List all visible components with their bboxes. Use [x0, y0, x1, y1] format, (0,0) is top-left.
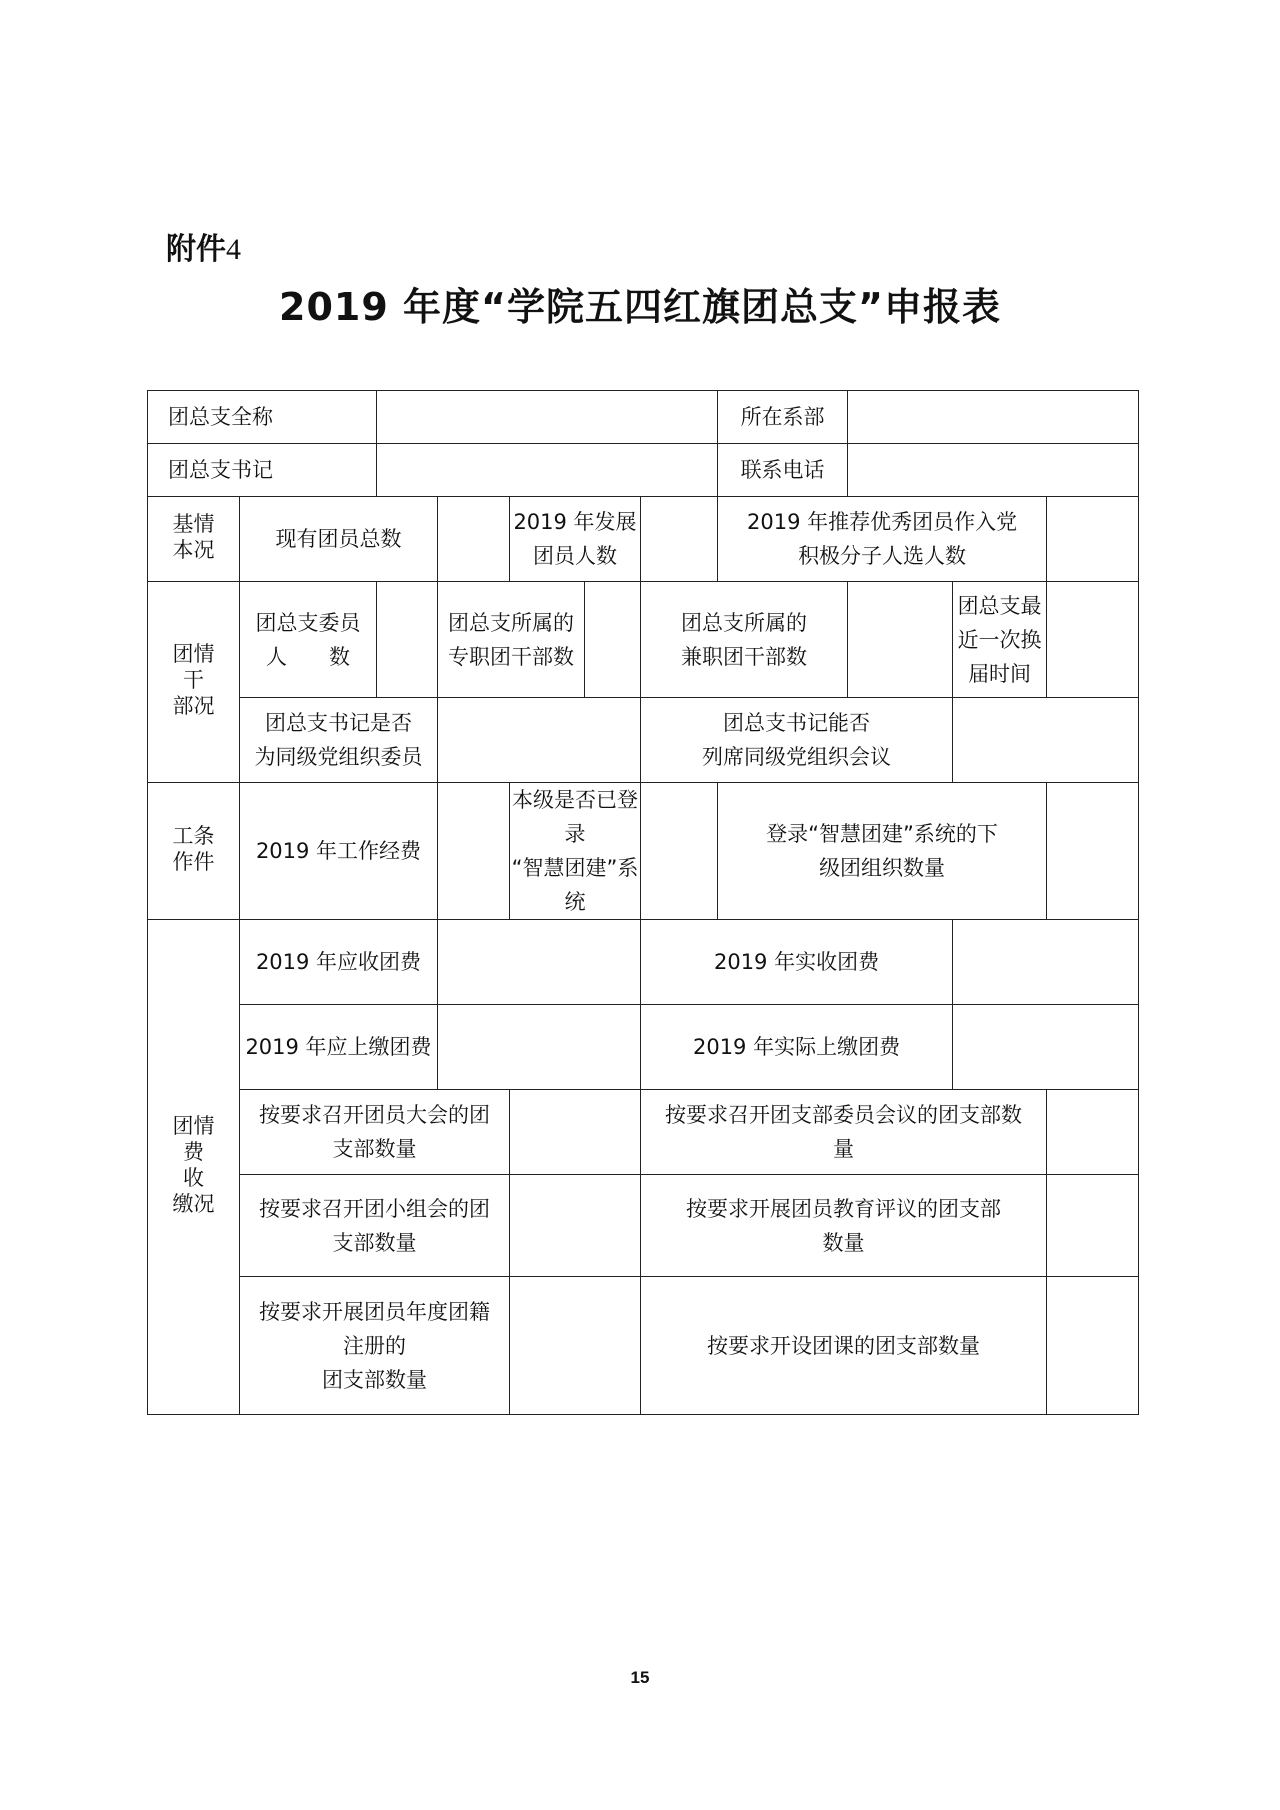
subordinate-count-input[interactable] [1047, 783, 1139, 920]
committee-count-input[interactable] [377, 582, 438, 698]
basic-section-label: 基情 本况 [148, 497, 240, 582]
fee-payable-label: 2019 年应上缴团费 [240, 1005, 438, 1090]
department-input[interactable] [848, 391, 1139, 444]
phone-input[interactable] [848, 444, 1139, 497]
new-members-label: 2019 年发展 团员人数 [510, 497, 641, 582]
secretary-label: 团总支书记 [148, 444, 377, 497]
attachment-label: 附件4 [166, 232, 241, 267]
evaluation-count-input[interactable] [1047, 1175, 1139, 1277]
committee-meeting-count-label: 按要求召开团支部委员会议的团支部数 量 [641, 1090, 1047, 1175]
registered-label: 本级是否已登录 “智慧团建”系统 [510, 783, 641, 920]
registration-count-label: 按要求开展团员年度团籍 注册的 团支部数量 [240, 1277, 510, 1415]
lecture-count-input[interactable] [1047, 1277, 1139, 1415]
secretary-attend-label: 团总支书记能否 列席同级党组织会议 [641, 698, 953, 783]
fulltime-cadre-input[interactable] [585, 582, 641, 698]
fulltime-cadre-label: 团总支所属的 专职团干部数 [438, 582, 585, 698]
recommended-input[interactable] [1047, 497, 1139, 582]
registration-count-input[interactable] [510, 1277, 641, 1415]
fee-received-input[interactable] [953, 920, 1139, 1005]
phone-label: 联系电话 [718, 444, 848, 497]
secretary-party-member-input[interactable] [438, 698, 641, 783]
election-time-input[interactable] [1047, 582, 1139, 698]
new-members-input[interactable] [641, 497, 718, 582]
page-number: 15 [630, 1668, 650, 1687]
application-form-table [147, 390, 1139, 1415]
committee-count-label: 团总支委员 人 数 [240, 582, 377, 698]
department-label: 所在系部 [718, 391, 848, 444]
parttime-cadre-label: 团总支所属的 兼职团干部数 [641, 582, 848, 698]
subordinate-count-label: 登录“智慧团建”系统的下 级团组织数量 [718, 783, 1047, 920]
registered-input[interactable] [641, 783, 718, 920]
recommended-label: 2019 年推荐优秀团员作入党 积极分子人选人数 [718, 497, 1047, 582]
assembly-count-label: 按要求召开团员大会的团 支部数量 [240, 1090, 510, 1175]
assembly-count-input[interactable] [510, 1090, 641, 1175]
total-members-label: 现有团员总数 [240, 497, 438, 582]
fee-payable-input[interactable] [438, 1005, 641, 1090]
fee-due-label: 2019 年应收团费 [240, 920, 438, 1005]
page-title: 2019 年度“学院五四红旗团总支”申报表 [279, 285, 1001, 329]
full-name-input[interactable] [377, 391, 718, 444]
attachment-number: 4 [226, 233, 241, 266]
fee-paid-input[interactable] [953, 1005, 1139, 1090]
funding-label: 2019 年工作经费 [240, 783, 438, 920]
work-section-label: 工条 作件 [148, 783, 240, 920]
evaluation-count-label: 按要求开展团员教育评议的团支部 数量 [641, 1175, 1047, 1277]
group-meeting-count-input[interactable] [510, 1175, 641, 1277]
cadre-section-label: 团情 干 部况 [148, 582, 240, 783]
fee-received-label: 2019 年实收团费 [641, 920, 953, 1005]
secretary-party-member-label: 团总支书记是否 为同级党组织委员 [240, 698, 438, 783]
secretary-attend-input[interactable] [953, 698, 1139, 783]
fee-due-input[interactable] [438, 920, 641, 1005]
total-members-input[interactable] [438, 497, 510, 582]
funding-input[interactable] [438, 783, 510, 920]
lecture-count-label: 按要求开设团课的团支部数量 [641, 1277, 1047, 1415]
fee-paid-label: 2019 年实际上缴团费 [641, 1005, 953, 1090]
group-meeting-count-label: 按要求召开团小组会的团 支部数量 [240, 1175, 510, 1277]
fee-section-label: 团情 费 收 缴况 [148, 920, 240, 1415]
full-name-label: 团总支全称 [148, 391, 377, 444]
committee-meeting-count-input[interactable] [1047, 1090, 1139, 1175]
secretary-input[interactable] [377, 444, 718, 497]
parttime-cadre-input[interactable] [848, 582, 953, 698]
election-time-label: 团总支最 近一次换 届时间 [953, 582, 1047, 698]
